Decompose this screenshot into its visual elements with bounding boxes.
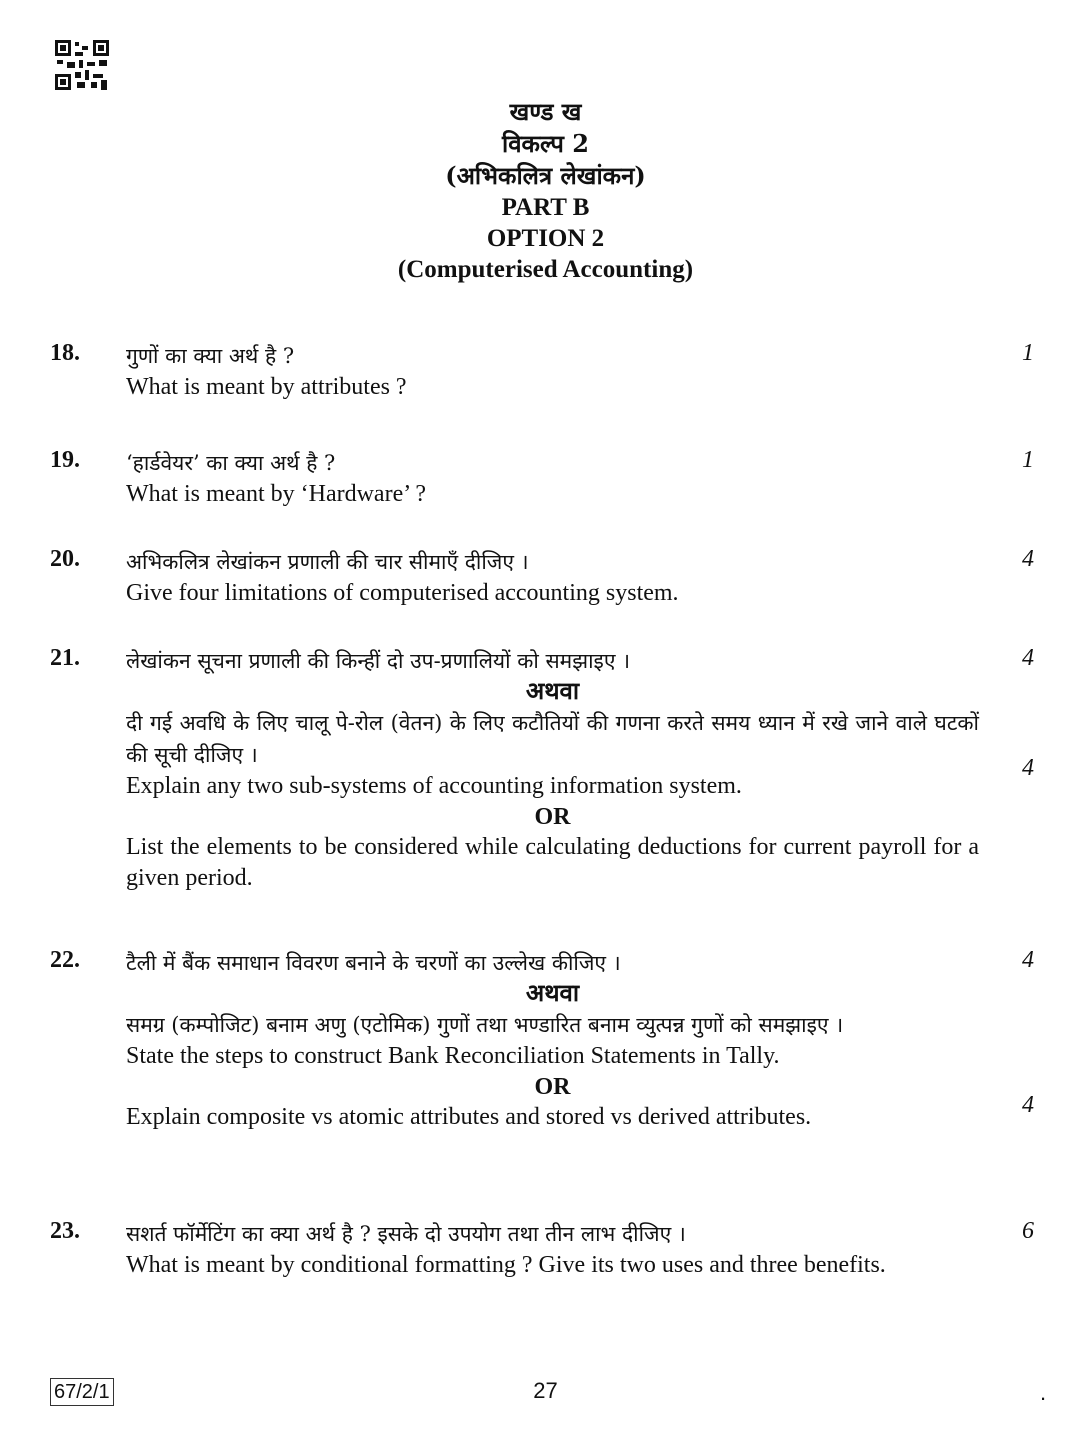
hindi-part-heading: खण्ड ख bbox=[509, 97, 582, 126]
question-text-hindi: लेखांकन सूचना प्रणाली की किन्हीं दो उप-प्रणालियों को समझाइए । bbox=[126, 649, 631, 673]
question-number: 18. bbox=[50, 340, 80, 366]
question-number: 23. bbox=[50, 1218, 80, 1244]
question-text-english: Explain any two sub-systems of accounting information system. bbox=[126, 773, 742, 799]
question-number: 22. bbox=[50, 947, 80, 973]
question-text-english: State the steps to construct Bank Reconciliation Statements in Tally. bbox=[126, 1043, 780, 1069]
alternative-question-hindi: दी गई अवधि के लिए चालू पे-रोल (वेतन) के लिए कटौतियों की गणना करते समय ध्यान में रखे जाने वाले घटकों की सूची दीजिए । bbox=[126, 711, 979, 767]
section-heading bbox=[0, 96, 1091, 285]
or-separator-english: OR bbox=[534, 1074, 571, 1100]
marks: 4 bbox=[1022, 645, 1034, 671]
english-subject-heading: (Computerised Accounting) bbox=[397, 256, 694, 283]
english-option-heading: OPTION 2 bbox=[486, 225, 605, 252]
question-text-hindi: टैली में बैंक समाधान विवरण बनाने के चरणों का उल्लेख कीजिए । bbox=[126, 951, 621, 975]
english-part-heading: PART B bbox=[501, 194, 590, 221]
alternative-question-hindi: समग्र (कम्पोजिट) बनाम अणु (एटोमिक) गुणों तथा भण्डारित बनाम व्युत्पन्न गुणों को समझाइए । bbox=[126, 1013, 844, 1037]
alternative-question-english: Explain composite vs atomic attributes and stored vs derived attributes. bbox=[126, 1104, 812, 1130]
paper-code: 67/2/1 bbox=[50, 1378, 114, 1406]
marks-alternative: 4 bbox=[1022, 755, 1034, 781]
alternative-question-english: List the elements to be considered while calculating deductions for current payroll for a given period. bbox=[126, 834, 979, 891]
qr-code bbox=[55, 40, 109, 90]
hindi-subject-heading: (अभिकलित्र लेखांकन) bbox=[445, 161, 646, 190]
marks: 4 bbox=[1022, 947, 1034, 973]
question-number: 21. bbox=[50, 645, 80, 671]
question-text-hindi: ‘हार्डवेयर’ का क्या अर्थ है ? bbox=[126, 451, 336, 475]
question-text-hindi: सशर्त फॉर्मेटिंग का क्या अर्थ है ? इसके दो उपयोग तथा तीन लाभ दीजिए । bbox=[126, 1222, 686, 1246]
hindi-option-heading: विकल्प 2 bbox=[502, 129, 589, 158]
or-separator-hindi: अथवा bbox=[525, 679, 580, 705]
page-number: 27 bbox=[533, 1378, 558, 1403]
marks: 6 bbox=[1022, 1218, 1034, 1244]
question-text-english: What is meant by ‘Hardware’ ? bbox=[126, 481, 427, 507]
question-number: 19. bbox=[50, 447, 80, 473]
trailing-mark: . bbox=[1040, 1380, 1047, 1405]
question-text-hindi: गुणों का क्या अर्थ है ? bbox=[126, 344, 295, 368]
marks-alternative: 4 bbox=[1022, 1092, 1034, 1118]
question-text-english: Give four limitations of computerised accounting system. bbox=[126, 580, 679, 606]
question-text-english: What is meant by attributes ? bbox=[126, 374, 407, 400]
question-text-english: What is meant by conditional formatting ? Give its two uses and three benefits. bbox=[126, 1252, 886, 1278]
question-text-hindi: अभिकलित्र लेखांकन प्रणाली की चार सीमाएँ दीजिए । bbox=[126, 550, 529, 574]
question-number: 20. bbox=[50, 546, 80, 572]
or-separator-english: OR bbox=[534, 804, 571, 830]
or-separator-hindi: अथवा bbox=[525, 981, 580, 1007]
marks: 4 bbox=[1022, 546, 1034, 572]
marks: 1 bbox=[1022, 447, 1034, 473]
marks: 1 bbox=[1022, 340, 1034, 366]
